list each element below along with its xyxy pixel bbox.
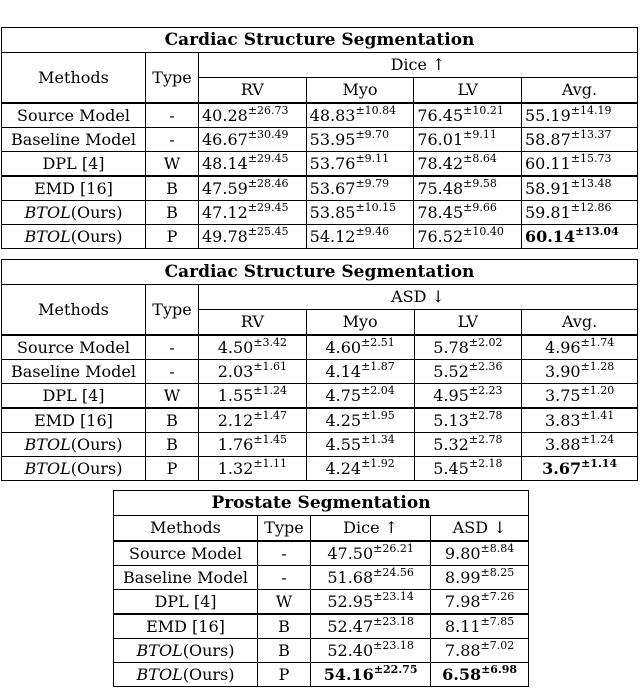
value-cell: $5.78^{\pm 2.02}$: [414, 335, 522, 360]
value-cell: $3.88^{\pm 1.24}$: [522, 433, 638, 457]
value-cell: $54.12^{\pm 9.46}$: [306, 225, 414, 249]
method-cell: BTOL(Ours): [2, 457, 146, 481]
type-cell: B: [258, 639, 311, 663]
col-header: Myo: [306, 310, 414, 336]
value-cell: $47.12^{\pm 29.45}$: [199, 201, 307, 225]
type-cell: B: [146, 433, 199, 457]
value-cell: $53.67^{\pm 9.79}$: [306, 176, 414, 201]
value-cell: $59.81^{\pm 12.86}$: [521, 201, 637, 225]
method-cell: EMD [16]: [114, 614, 258, 639]
table-row: [114, 663, 529, 687]
value-cell: $7.98^{\pm 7.26}$: [431, 590, 529, 615]
value-cell: $1.76^{\pm 1.45}$: [199, 433, 307, 457]
type-cell: P: [258, 663, 311, 687]
type-header: Type: [258, 516, 311, 542]
value-cell: $1.32^{\pm 1.11}$: [199, 457, 307, 481]
table-row: [114, 614, 529, 639]
type-header: Type: [146, 285, 199, 336]
prostate-table: [113, 490, 529, 687]
method-cell: Source Model: [114, 541, 258, 566]
method-cell: DPL [4]: [2, 384, 146, 409]
value-cell: $76.52^{\pm 10.40}$: [414, 225, 522, 249]
value-cell: $60.11^{\pm 15.73}$: [521, 152, 637, 177]
col-header: Myo: [306, 78, 414, 104]
col-header: Avg.: [522, 310, 638, 336]
table-row: [114, 566, 529, 590]
table-row: [114, 639, 529, 663]
value-cell: $4.50^{\pm 3.42}$: [199, 335, 307, 360]
value-cell: $53.95^{\pm 9.70}$: [306, 128, 414, 152]
table-title: Cardiac Structure Segmentation: [2, 28, 638, 53]
type-cell: -: [258, 566, 311, 590]
table-row: [2, 408, 638, 433]
method-cell: Source Model: [2, 335, 146, 360]
col-header: ASD ↓: [431, 516, 529, 542]
type-cell: P: [146, 457, 199, 481]
value-cell: $1.55^{\pm 1.24}$: [199, 384, 307, 409]
method-cell: Baseline Model: [114, 566, 258, 590]
value-cell: $4.14^{\pm 1.87}$: [306, 360, 414, 384]
method-cell: BTOL(Ours): [2, 433, 146, 457]
method-cell: DPL [4]: [2, 152, 146, 177]
type-header: Type: [146, 53, 199, 104]
table-row: [2, 225, 638, 249]
table-row: [2, 103, 638, 128]
table-row: [2, 128, 638, 152]
methods-header: Methods: [2, 53, 146, 104]
value-cell: $52.40^{\pm 23.18}$: [311, 639, 431, 663]
type-cell: B: [258, 614, 311, 639]
method-cell: EMD [16]: [2, 176, 146, 201]
value-cell: $4.24^{\pm 1.92}$: [306, 457, 414, 481]
value-cell: $5.13^{\pm 2.78}$: [414, 408, 522, 433]
col-header: Avg.: [521, 78, 637, 104]
value-cell: $2.03^{\pm 1.61}$: [199, 360, 307, 384]
best-value-cell: $3.67^{\pm 1.14}$: [522, 457, 638, 481]
method-cell: BTOL(Ours): [114, 639, 258, 663]
value-cell: $51.68^{\pm 24.56}$: [311, 566, 431, 590]
table-title: Prostate Segmentation: [114, 491, 529, 516]
type-cell: -: [258, 541, 311, 566]
value-cell: $76.01^{\pm 9.11}$: [414, 128, 522, 152]
table-row: [114, 541, 529, 566]
method-cell: BTOL(Ours): [114, 663, 258, 687]
methods-header: Methods: [114, 516, 258, 542]
type-cell: P: [146, 225, 199, 249]
value-cell: $3.75^{\pm 1.20}$: [522, 384, 638, 409]
type-cell: B: [146, 201, 199, 225]
value-cell: $8.99^{\pm 8.25}$: [431, 566, 529, 590]
value-cell: $9.80^{\pm 8.84}$: [431, 541, 529, 566]
type-cell: -: [146, 128, 199, 152]
table-row: [2, 152, 638, 177]
value-cell: $8.11^{\pm 7.85}$: [431, 614, 529, 639]
method-cell: DPL [4]: [114, 590, 258, 615]
type-cell: W: [146, 384, 199, 409]
best-value-cell: $54.16^{\pm 22.75}$: [311, 663, 431, 687]
asd-cardiac-table: [1, 259, 638, 481]
method-cell: Source Model: [2, 103, 146, 128]
value-cell: $75.48^{\pm 9.58}$: [414, 176, 522, 201]
value-cell: $58.91^{\pm 13.48}$: [521, 176, 637, 201]
table-row: [2, 335, 638, 360]
method-cell: BTOL(Ours): [2, 225, 146, 249]
value-cell: $4.75^{\pm 2.04}$: [306, 384, 414, 409]
table-row: [2, 433, 638, 457]
type-cell: B: [146, 408, 199, 433]
value-cell: $48.83^{\pm 10.84}$: [306, 103, 414, 128]
methods-header: Methods: [2, 285, 146, 336]
table-row: [2, 457, 638, 481]
dice-cardiac-table: [1, 27, 638, 249]
col-header: LV: [414, 78, 522, 104]
value-cell: $78.42^{\pm 8.64}$: [414, 152, 522, 177]
col-header: LV: [414, 310, 522, 336]
value-cell: $47.50^{\pm 26.21}$: [311, 541, 431, 566]
value-cell: $2.12^{\pm 1.47}$: [199, 408, 307, 433]
type-cell: W: [258, 590, 311, 615]
type-cell: -: [146, 360, 199, 384]
value-cell: $5.45^{\pm 2.18}$: [414, 457, 522, 481]
table-row: [2, 176, 638, 201]
value-cell: $4.96^{\pm 1.74}$: [522, 335, 638, 360]
value-cell: $5.32^{\pm 2.78}$: [414, 433, 522, 457]
value-cell: $4.95^{\pm 2.23}$: [414, 384, 522, 409]
value-cell: $48.14^{\pm 29.45}$: [199, 152, 307, 177]
best-value-cell: $60.14^{\pm 13.04}$: [521, 225, 637, 249]
value-cell: $47.59^{\pm 28.46}$: [199, 176, 307, 201]
type-cell: W: [146, 152, 199, 177]
value-cell: $49.78^{\pm 25.45}$: [199, 225, 307, 249]
col-header: RV: [199, 78, 307, 104]
value-cell: $52.95^{\pm 23.14}$: [311, 590, 431, 615]
table-row: [2, 360, 638, 384]
table-row: [2, 201, 638, 225]
value-cell: $4.55^{\pm 1.34}$: [306, 433, 414, 457]
value-cell: $58.87^{\pm 13.37}$: [521, 128, 637, 152]
type-cell: -: [146, 335, 199, 360]
value-cell: $3.83^{\pm 1.41}$: [522, 408, 638, 433]
method-cell: EMD [16]: [2, 408, 146, 433]
value-cell: $52.47^{\pm 23.18}$: [311, 614, 431, 639]
value-cell: $53.85^{\pm 10.15}$: [306, 201, 414, 225]
col-header: RV: [199, 310, 307, 336]
table-title: Cardiac Structure Segmentation: [2, 260, 638, 285]
type-cell: -: [146, 103, 199, 128]
value-cell: $4.25^{\pm 1.95}$: [306, 408, 414, 433]
value-cell: $78.45^{\pm 9.66}$: [414, 201, 522, 225]
value-cell: $40.28^{\pm 26.73}$: [199, 103, 307, 128]
best-value-cell: $6.58^{\pm 6.98}$: [431, 663, 529, 687]
method-cell: BTOL(Ours): [2, 201, 146, 225]
value-cell: $76.45^{\pm 10.21}$: [414, 103, 522, 128]
table-row: [2, 384, 638, 409]
metric-header: Dice ↑: [199, 53, 638, 78]
type-cell: B: [146, 176, 199, 201]
value-cell: $3.90^{\pm 1.28}$: [522, 360, 638, 384]
method-cell: Baseline Model: [2, 360, 146, 384]
value-cell: $4.60^{\pm 2.51}$: [306, 335, 414, 360]
table-row: [114, 590, 529, 615]
value-cell: $46.67^{\pm 30.49}$: [199, 128, 307, 152]
col-header: Dice ↑: [311, 516, 431, 542]
method-cell: Baseline Model: [2, 128, 146, 152]
value-cell: $5.52^{\pm 2.36}$: [414, 360, 522, 384]
value-cell: $55.19^{\pm 14.19}$: [521, 103, 637, 128]
value-cell: $53.76^{\pm 9.11}$: [306, 152, 414, 177]
metric-header: ASD ↓: [199, 285, 638, 310]
value-cell: $7.88^{\pm 7.02}$: [431, 639, 529, 663]
